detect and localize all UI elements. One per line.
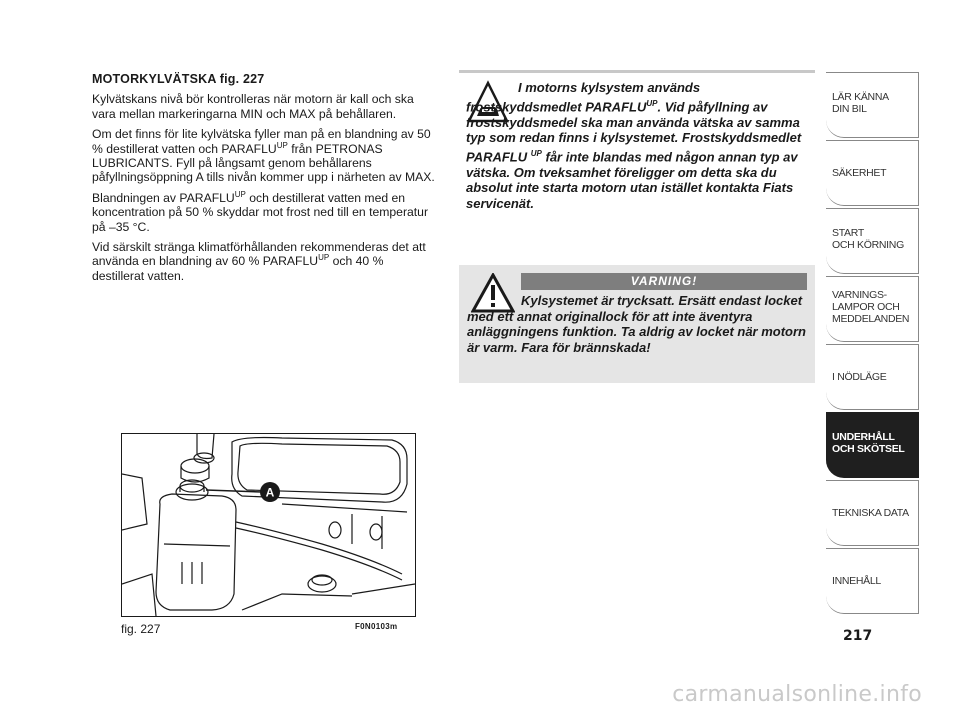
- paragraph-text: och destillerat vatten med en koncentration på 50 % skyddar mot frost ned till en temperatur på –35 °C.: [92, 190, 429, 234]
- tab-label: START OCH KÖRNING: [832, 227, 904, 251]
- tab-label: LÄR KÄNNA DIN BIL: [832, 91, 889, 115]
- paragraph: [92, 240, 437, 283]
- section-title: MOTORKYLVÄTSKA fig. 227: [92, 72, 265, 86]
- tab-label: UNDERHÅLL OCH SKÖTSEL: [832, 431, 905, 455]
- coolant-reservoir-illustration: [122, 434, 415, 616]
- superscript: UP: [234, 189, 246, 199]
- tab-tekniska-data[interactable]: [826, 480, 919, 546]
- paragraph: [92, 127, 437, 185]
- divider: [459, 70, 815, 73]
- figure-caption: fig. 227: [121, 622, 161, 636]
- tab-label: SÄKERHET: [832, 167, 887, 179]
- info-note-text: [466, 80, 811, 211]
- paragraph: [92, 191, 437, 234]
- tab-lar-kanna-din-bil[interactable]: [826, 72, 919, 138]
- tab-label: INNEHÅLL: [832, 575, 881, 587]
- tab-underhall-och-skotsel[interactable]: [826, 412, 919, 478]
- warning-heading: VARNING!: [521, 273, 807, 290]
- superscript: UP: [276, 140, 288, 150]
- paragraph-text: Vid särskilt stränga klimatförhållanden rekommenderas det att använda en blandning av 60 % PARAFLU: [92, 240, 426, 269]
- watermark-text: carmanualsonline.info: [672, 682, 922, 707]
- paragraph-text: och 40 % destillerat vatten.: [92, 254, 384, 283]
- paragraph-text: från PETRONAS LUBRICANTS. Fyll på långsamt genom behållarens påfyllningsöppning A tills nivån kommer upp i närheten av MAX.: [92, 141, 435, 185]
- superscript: UP: [530, 148, 542, 158]
- paragraph-text: Blandningen av PARAFLU: [92, 190, 235, 205]
- superscript: UP: [318, 253, 330, 263]
- info-text: får inte blandas med någon annan typ av vätska. Om tveksamhet föreligger om detta ska du absolut inte starta motorn utan istället kontakta Fiats servicenät.: [466, 149, 798, 211]
- tab-i-nodlage[interactable]: [826, 344, 919, 410]
- warning-text: [467, 293, 809, 355]
- page-number: 217: [843, 628, 873, 644]
- paragraph-text: Kylvätskans nivå bör kontrolleras när motorn är kall och ska vara mellan markeringarna MIN och MAX på behållaren.: [92, 92, 414, 121]
- tab-sakerhet[interactable]: [826, 140, 919, 206]
- warning-body: Kylsystemet är trycksatt. Ersätt endast locket med ett annat originallock för att inte äventyra anläggningens funktion. Ta aldrig av locket när motorn är varm. Fara för brännskada!: [467, 293, 807, 355]
- info-note: [459, 70, 815, 230]
- figure-code: F0N0103m: [355, 622, 398, 631]
- superscript: UP: [646, 98, 658, 108]
- tab-label: VARNINGS- LAMPOR OCH MEDDELANDEN: [832, 289, 910, 325]
- callout-label: A: [265, 485, 275, 500]
- watermark: [0, 682, 960, 707]
- warning-box: [459, 265, 815, 383]
- info-text: . Vid påfyllning av frostskyddsmedel ska man använda vätska av samma typ som redan finns i kylsystemet. Frostskyddsmedlet PARAFLU: [466, 98, 802, 165]
- tab-label: I NÖDLÄGE: [832, 371, 887, 383]
- coolant-section: [92, 72, 437, 289]
- tab-innehall[interactable]: [826, 548, 919, 614]
- tab-label: TEKNISKA DATA: [832, 507, 909, 519]
- tab-varningslampor[interactable]: [826, 276, 919, 342]
- tab-start-och-korning[interactable]: [826, 208, 919, 274]
- engine-figure: [121, 433, 416, 617]
- info-text: I motorns kylsystem används frostskyddsmedlet PARAFLU: [466, 80, 701, 114]
- paragraph: [92, 92, 437, 121]
- paragraph-text: Om det finns för lite kylvätska fyller man på en blandning av 50 % destillerat vatten och PARAFLU: [92, 127, 431, 156]
